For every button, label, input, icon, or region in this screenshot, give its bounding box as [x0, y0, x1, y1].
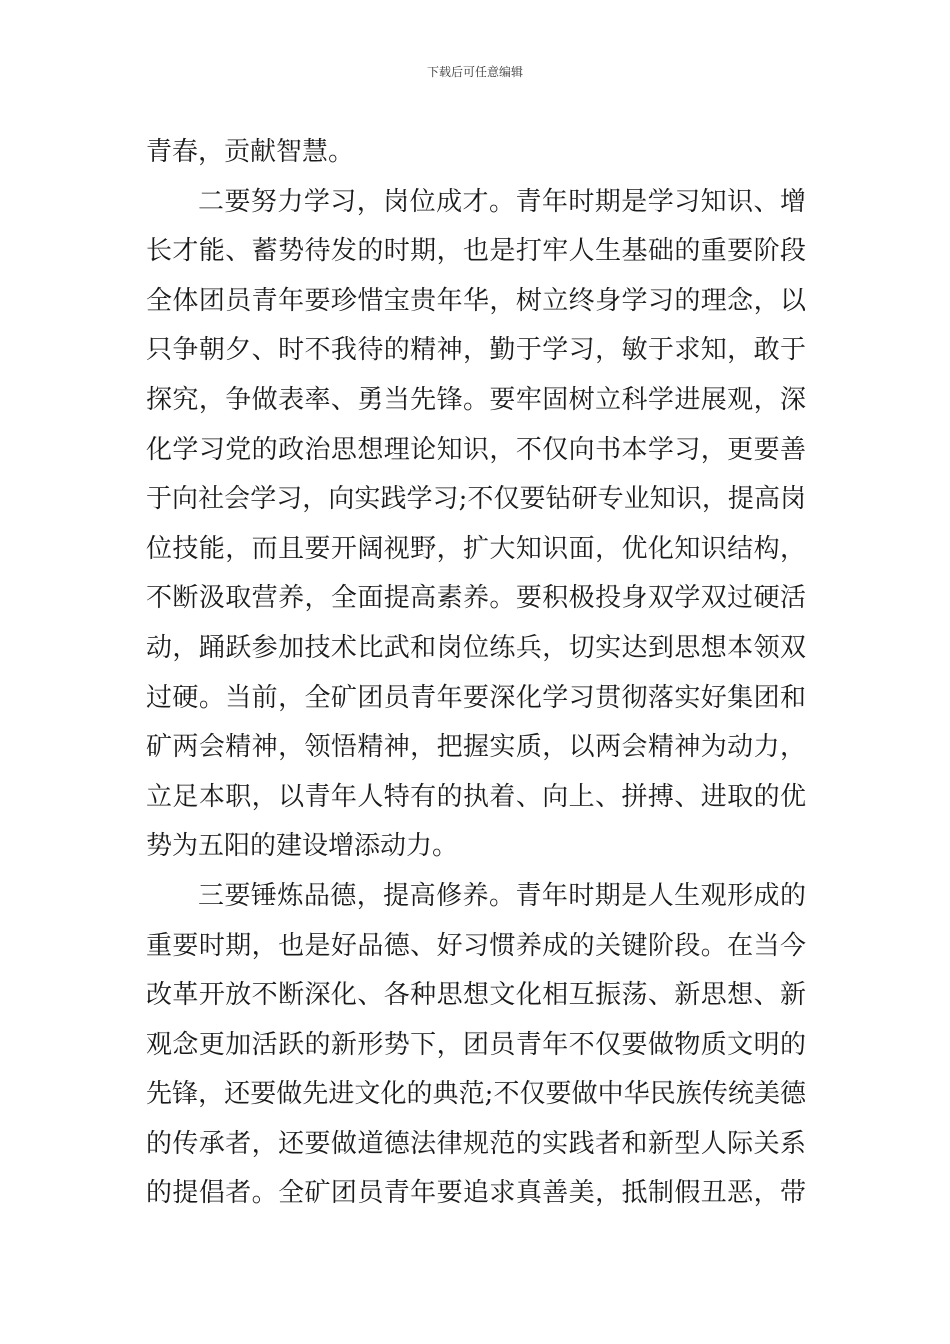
text-line: 不断汲取营养，全面提高素养。要积极投身双学双过硬活 — [146, 583, 806, 614]
text-line: 立足本职，以青年人特有的执着、向上、拼搏、进取的优 — [146, 781, 806, 812]
text-line: 探究，争做表率、勇当先锋。要牢固树立科学进展观，深 — [146, 384, 806, 415]
text-line: 改革开放不断深化、各种思想文化相互振荡、新思想、新 — [146, 980, 806, 1011]
text-line: 于向社会学习，向实践学习;不仅要钻研专业知识，提高岗 — [146, 484, 806, 515]
text-line: 的提倡者。全矿团员青年要追求真善美，抵制假丑恶，带 — [146, 1178, 806, 1209]
text-line: 过硬。当前，全矿团员青年要深化学习贯彻落实好集团和 — [146, 682, 806, 713]
text-line: 三要锤炼品德，提高修养。青年时期是人生观形成的 — [198, 880, 806, 911]
text-line: 的传承者，还要做道德法律规范的实践者和新型人际关系 — [146, 1128, 806, 1159]
text-line: 位技能，而且要开阔视野，扩大知识面，优化知识结构， — [146, 533, 806, 564]
text-line: 青春，贡献智慧。 — [146, 137, 355, 167]
text-line: 先锋，还要做先进文化的典范;不仅要做中华民族传统美德 — [146, 1079, 806, 1110]
page-header: 下载后可任意编辑 — [426, 65, 523, 79]
text-line: 重要时期，也是好品德、好习惯养成的关键阶段。在当今 — [146, 930, 806, 961]
text-line: 长才能、蓄势待发的时期，也是打牢人生基础的重要阶段 — [146, 236, 806, 267]
text-line: 化学习党的政治思想理论知识，不仅向书本学习，更要善 — [146, 434, 806, 465]
text-line: 矿两会精神，领悟精神，把握实质，以两会精神为动力， — [146, 732, 806, 763]
text-line: 只争朝夕、时不我待的精神，勤于学习，敏于求知，敢于 — [146, 335, 806, 366]
text-line: 观念更加活跃的新形势下，团员青年不仅要做物质文明的 — [146, 1029, 806, 1060]
document-body — [146, 128, 806, 1219]
text-line: 二要努力学习，岗位成才。青年时期是学习知识、增 — [198, 186, 806, 217]
text-line: 全体团员青年要珍惜宝贵年华，树立终身学习的理念，以 — [146, 285, 806, 316]
text-line: 动，踊跃参加技术比武和岗位练兵，切实达到思想本领双 — [146, 632, 806, 663]
text-line: 势为五阳的建设增添动力。 — [146, 831, 459, 862]
